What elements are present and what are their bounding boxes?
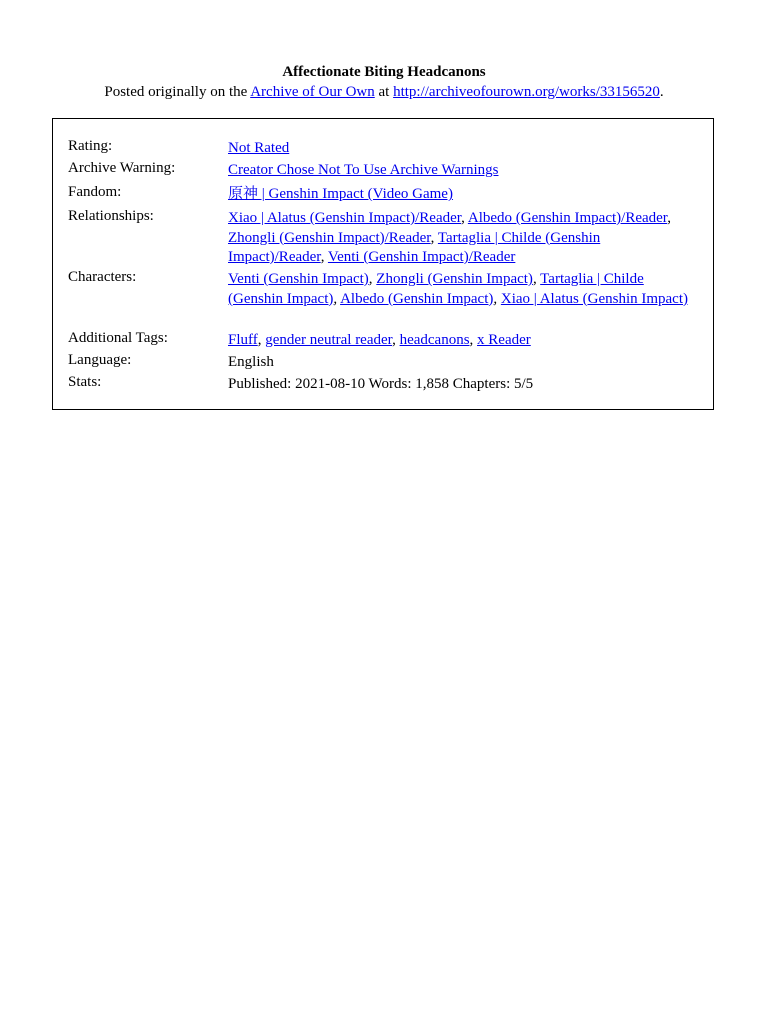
work-title: Affectionate Biting Headcanons — [282, 64, 486, 80]
metadata-box — [52, 118, 714, 410]
fandom-link[interactable]: 原神 | Genshin Impact (Video Game) — [228, 186, 453, 202]
stats-value: Published: 2021-08-10 Words: 1,858 Chapters: 5/5 — [228, 376, 534, 392]
rating-link[interactable]: Not Rated — [228, 140, 290, 156]
tag-link[interactable]: headcanons — [399, 332, 470, 348]
tag-link[interactable]: x Reader — [477, 332, 531, 348]
character-link[interactable]: Albedo (Genshin Impact) — [340, 290, 494, 307]
character-link[interactable]: Zhongli (Genshin Impact) — [376, 271, 533, 287]
posted-prefix: Posted originally on the — [104, 84, 251, 100]
relationship-link[interactable]: Tartaglia | Childe (Genshin Impact)/Reader — [228, 229, 601, 265]
warning-link[interactable]: Creator Chose Not To Use Archive Warnings — [228, 162, 499, 178]
warning-value — [228, 161, 688, 181]
work-header — [0, 62, 768, 102]
character-link[interactable]: Xiao | Alatus (Genshin Impact) — [500, 290, 689, 307]
separator: , — [461, 210, 468, 226]
separator: , — [430, 229, 438, 246]
character-link[interactable]: Venti (Genshin Impact) — [228, 271, 369, 287]
separator: , — [493, 290, 501, 307]
posted-line — [0, 82, 768, 102]
separator: , — [368, 271, 377, 287]
relationships-value — [228, 209, 688, 268]
separator: , — [320, 249, 328, 265]
separator: , — [532, 271, 541, 287]
fandom-label: Fandom: — [68, 184, 122, 200]
fandom-value — [228, 185, 688, 205]
separator: , — [392, 332, 400, 348]
relationship-link[interactable]: Albedo (Genshin Impact)/Reader — [467, 210, 668, 226]
rating-label: Rating: — [68, 138, 113, 154]
character-link[interactable]: Tartaglia | Childe (Genshin Impact) — [228, 271, 644, 307]
separator: , — [469, 332, 478, 348]
relationship-link[interactable]: Venti (Genshin Impact)/Reader — [327, 249, 516, 265]
characters-label: Characters: — [68, 269, 137, 285]
language-value: English — [228, 354, 274, 370]
separator: , — [257, 332, 266, 348]
relationships-label: Relationships: — [68, 208, 154, 224]
work-url-link[interactable]: http://archiveofourown.org/works/33156520 — [393, 84, 660, 100]
tag-link[interactable]: Fluff — [228, 332, 258, 348]
period: . — [659, 84, 664, 100]
language-label: Language: — [68, 352, 132, 368]
additional-tags-value — [228, 331, 688, 351]
rating-value — [228, 139, 688, 159]
stats-label: Stats: — [68, 374, 102, 390]
additional-tags-label: Additional Tags: — [68, 330, 168, 346]
characters-value — [228, 270, 688, 309]
archive-link[interactable]: Archive of Our Own — [250, 84, 375, 100]
tag-link[interactable]: gender neutral reader — [265, 332, 393, 348]
at-text: at — [374, 84, 394, 100]
warning-label: Archive Warning: — [68, 160, 176, 176]
relationship-link[interactable]: Zhongli (Genshin Impact)/Reader — [228, 229, 431, 246]
separator: , — [333, 290, 341, 307]
relationship-link[interactable]: Xiao | Alatus (Genshin Impact)/Reader — [228, 210, 462, 226]
separator: , — [667, 210, 671, 226]
